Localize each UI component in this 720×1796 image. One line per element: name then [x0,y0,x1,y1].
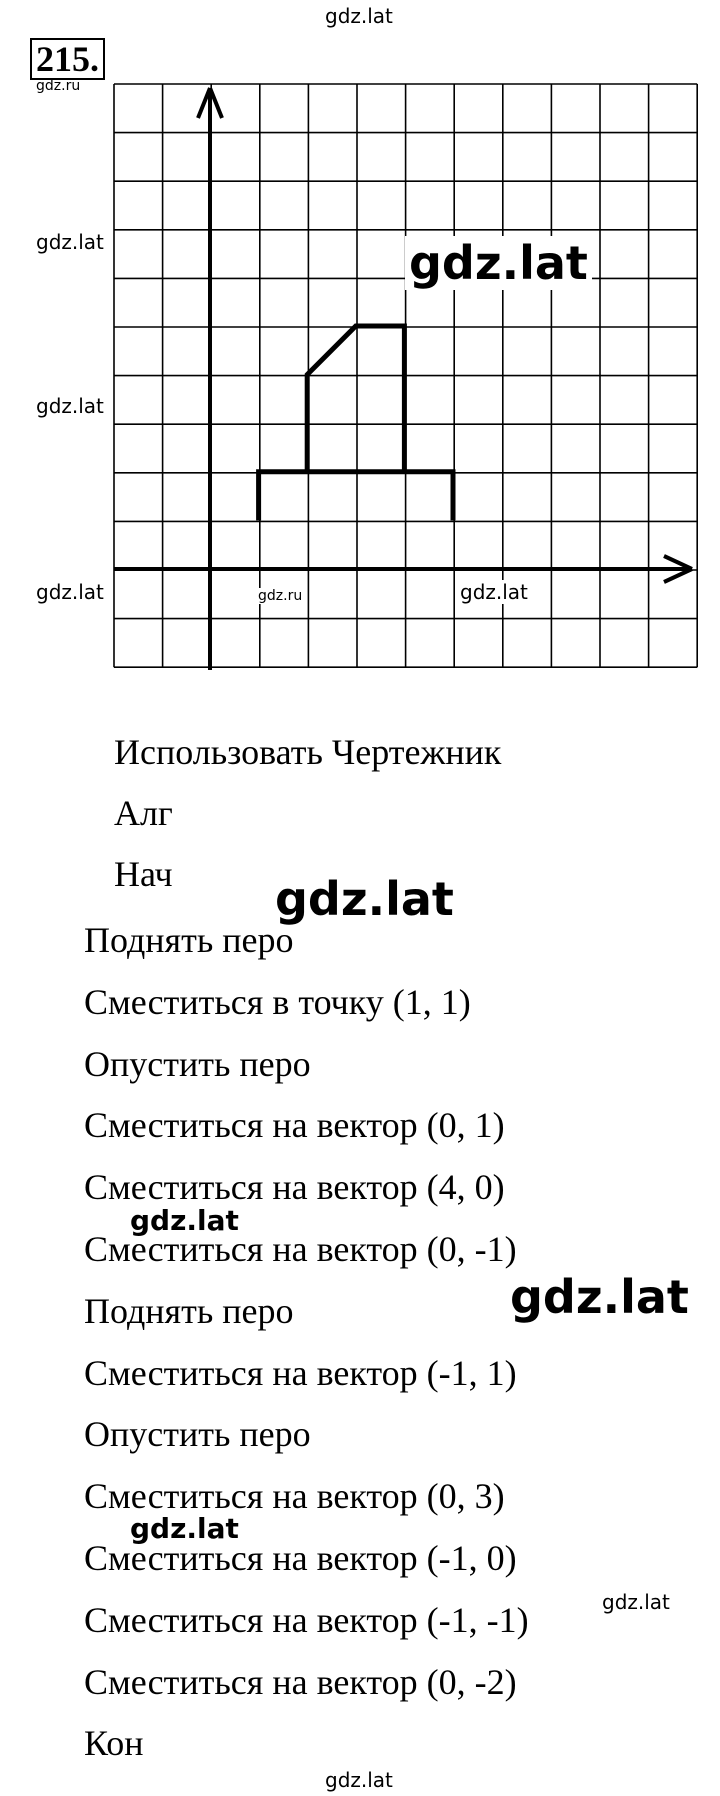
watermark-under-number: gdz.ru [36,78,81,94]
program-line: Поднять перо [84,920,294,960]
program-line: Сместиться на вектор (0, 3) [84,1476,505,1517]
watermark-left-3: gdz.lat [36,580,104,604]
program-header-line: Использовать Чертежник [114,732,502,772]
watermark-axis-small: gdz.ru [258,588,303,604]
program-line: Сместиться на вектор (0, 1) [84,1105,505,1146]
watermark-program-mid-2: gdz.lat [130,1512,239,1545]
watermark-program-big-2: gdz.lat [510,1270,689,1324]
watermark-program-right: gdz.lat [602,1590,670,1614]
watermark-program-mid-1: gdz.lat [130,1204,239,1237]
program-line: Сместиться в точку (1, 1) [84,981,471,1022]
program-line: Опустить перо [84,1043,311,1084]
program-line: Поднять перо [84,1290,294,1331]
coordinate-grid [0,0,720,680]
program-header-line: Нач [114,854,173,894]
figure-path [259,326,453,520]
program-line: Сместиться на вектор (-1, -1) [84,1599,529,1640]
program-line: Сместиться на вектор (4, 0) [84,1167,505,1208]
watermark-left-1: gdz.lat [36,230,104,254]
problem-number: 215. [30,38,105,80]
program-line: Сместиться на вектор (-1, 0) [84,1538,517,1578]
program-line: Сместиться на вектор (0, -2) [84,1661,517,1702]
program-header-line: Алг [114,793,173,833]
watermark-top: gdz.lat [325,4,393,28]
watermark-grid-big: gdz.lat [405,236,592,290]
watermark-program-big-1: gdz.lat [275,872,454,926]
watermark-left-2: gdz.lat [36,394,104,418]
watermark-axis-right: gdz.lat [460,580,528,604]
program-line: Сместиться на вектор (0, -1) [84,1229,517,1269]
program-line: Сместиться на вектор (-1, 1) [84,1352,517,1393]
program-line: Кон [84,1723,144,1764]
watermark-bottom: gdz.lat [325,1768,393,1792]
program-line: Опустить перо [84,1414,311,1455]
